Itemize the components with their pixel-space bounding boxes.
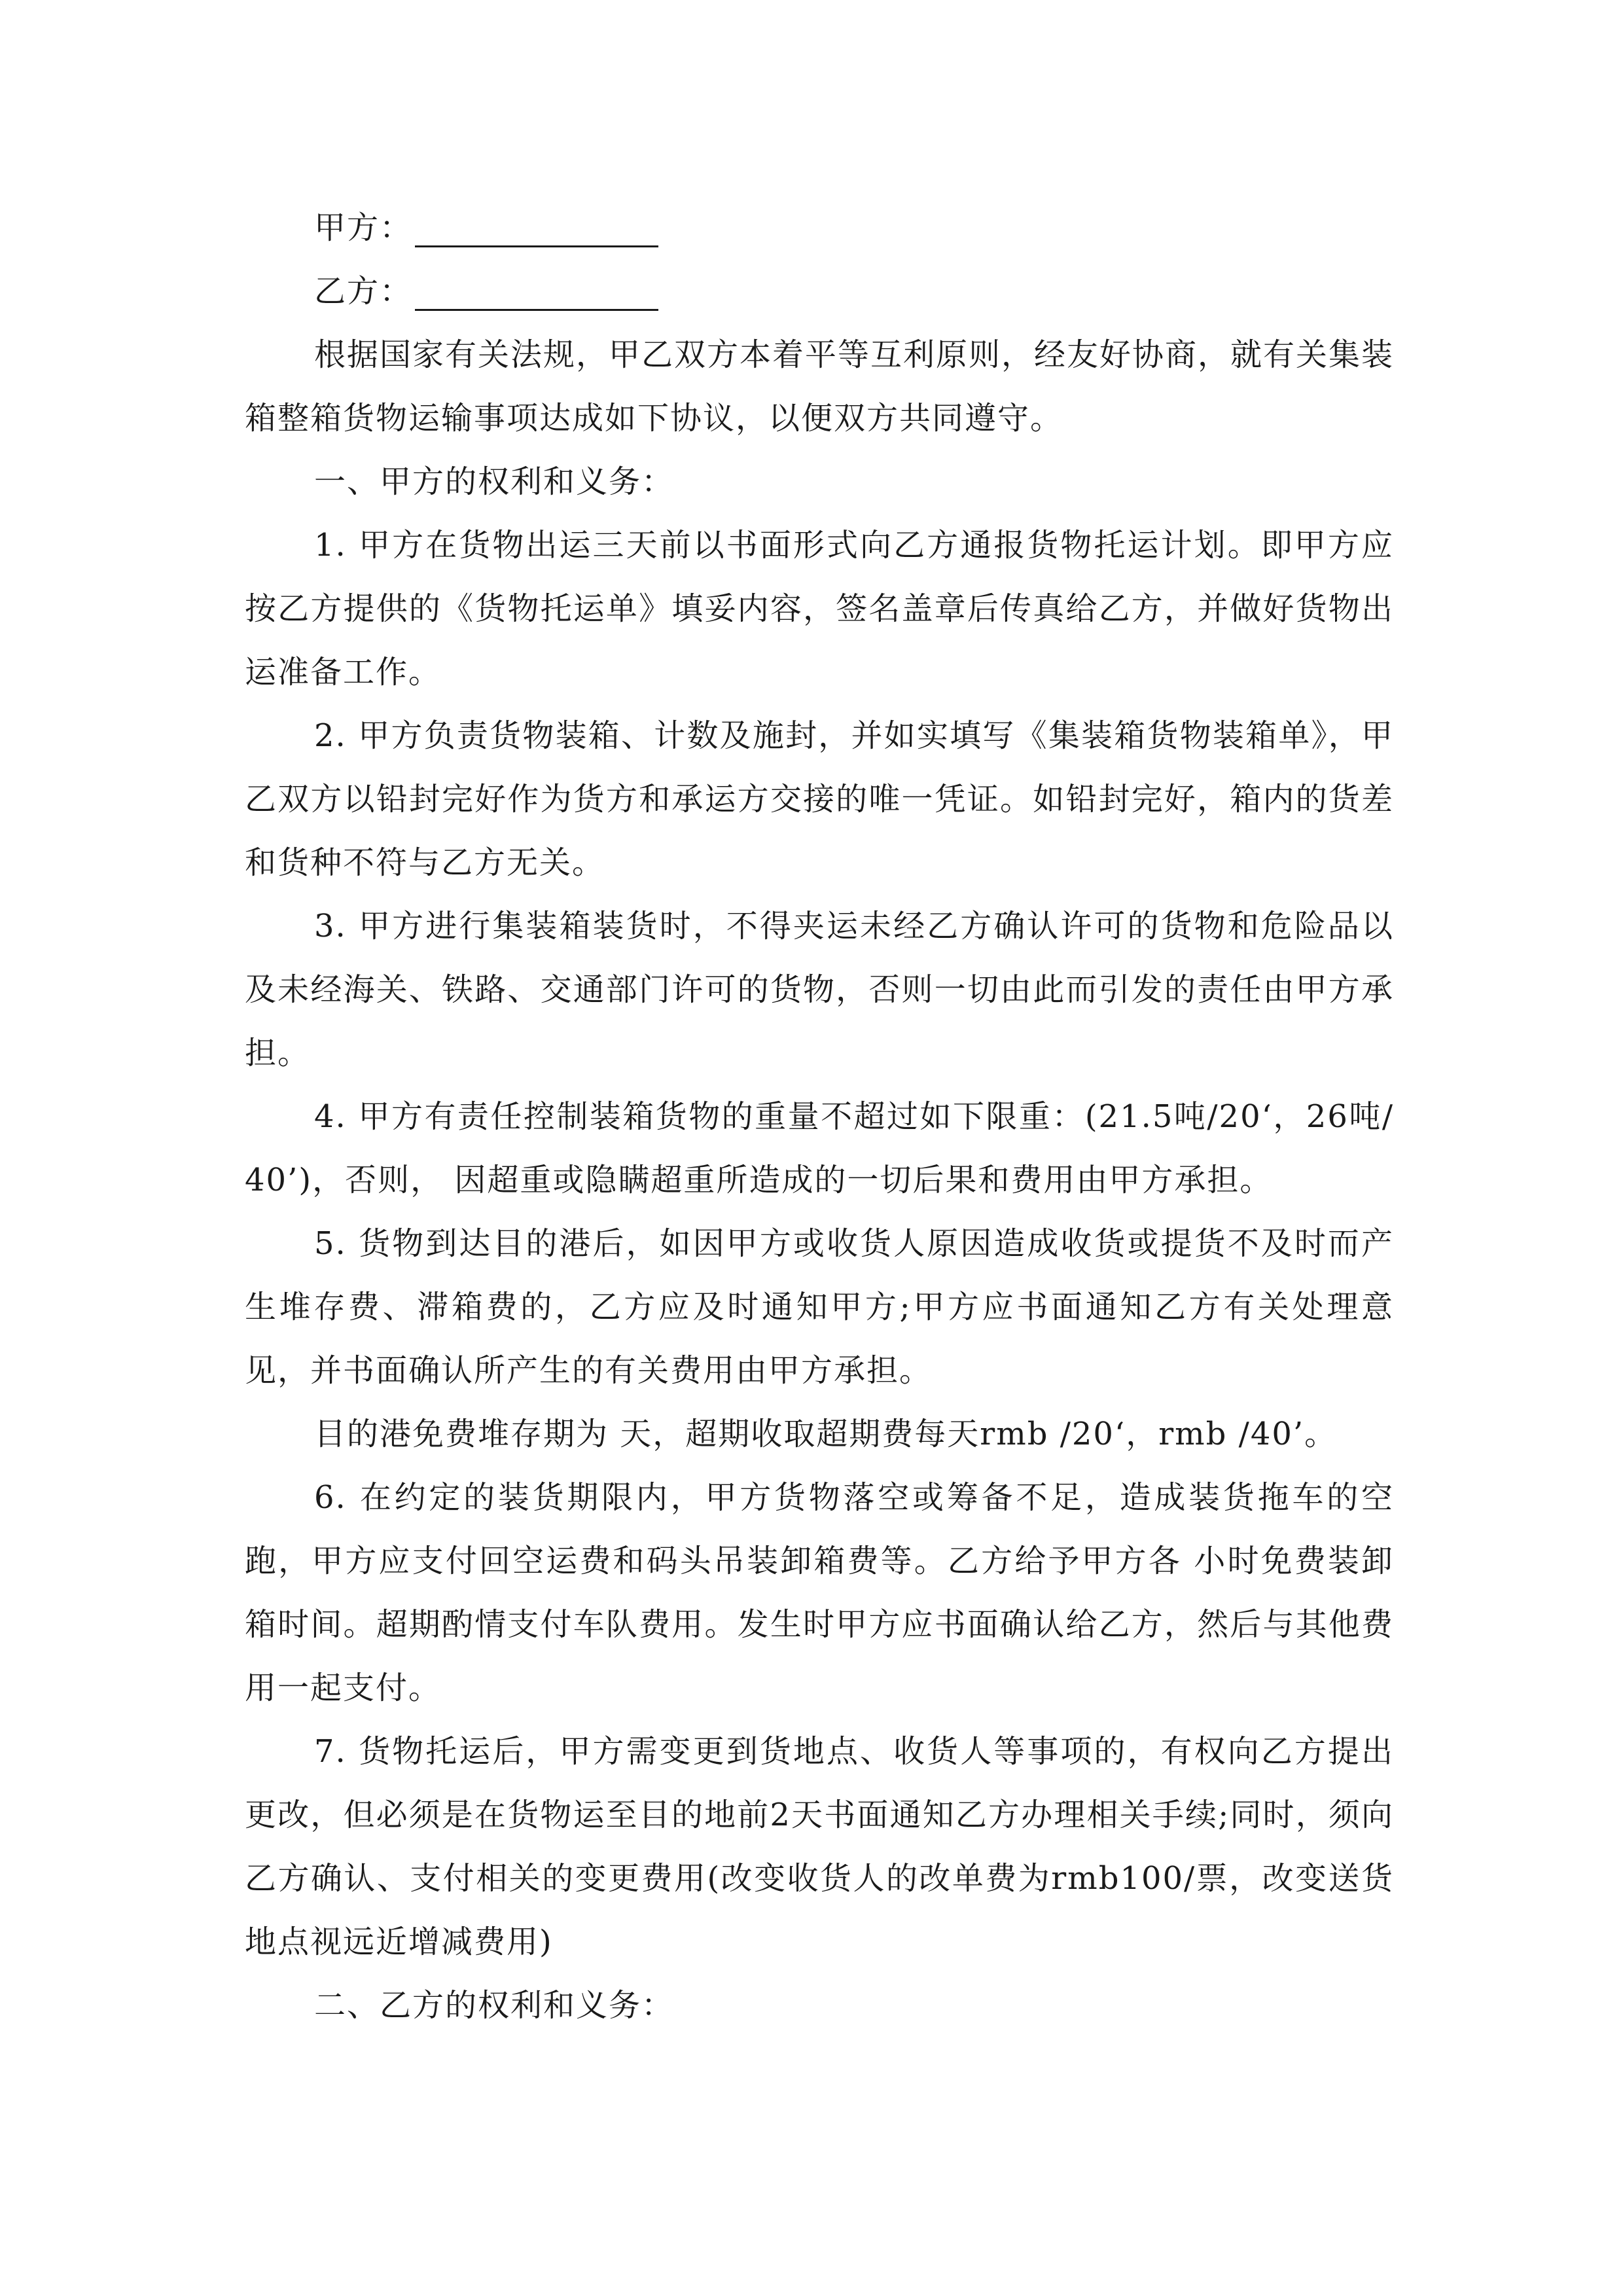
clause-7: 7. 货物托运后，甲方需变更到货地点、收货人等事项的，有权向乙方提出更改，但必须是在货物运至目的地前2天书面通知乙方办理相关手续;同时，须向乙方确认、支付相关的变更费用(改变收货人的改单费为rmb100/票，改变送货地点视远近增减费用) [245,1733,1394,1960]
clause-2: 2. 甲方负责货物装箱、计数及施封，并如实填写《集装箱货物装箱单》，甲乙双方以铅封完好作为货方和承运方交接的唯一凭证。如铅封完好，箱内的货差和货种不符与乙方无关。 [245,717,1394,881]
party-b-line [245,260,1394,323]
party-b-blank [415,276,658,311]
intro-paragraph: 根据国家有关法规，甲乙双方本着平等互利原则，经友好协商，就有关集装箱整箱货物运输事项达成如下协议，以便双方共同遵守。 [245,336,1395,437]
party-b-label: 乙方： [314,273,413,310]
clause-5-storage-note: 目的港免费堆存期为 天，超期收取超期费每天rmb /20‘，rmb /40’。 [314,1416,1338,1452]
clause-5: 5. 货物到达目的港后，如因甲方或收货人原因造成收货或提货不及时而产生堆存费、滞箱费的，乙方应及时通知甲方;甲方应书面通知乙方有关处理意见，并书面确认所产生的有关费用由甲方承担。 [245,1225,1394,1389]
party-a-line [245,196,1394,260]
party-a-blank [415,213,658,247]
section-2-title: 二、乙方的权利和义务： [314,1987,675,2024]
clause-4: 4. 甲方有责任控制装箱货物的重量不超过如下限重：(21.5吨/20‘，26吨/40’)，否则， 因超重或隐瞒超重所造成的一切后果和费用由甲方承担。 [245,1098,1394,1198]
party-a-label: 甲方： [314,209,413,246]
clause-1: 1. 甲方在货物出运三天前以书面形式向乙方通报货物托运计划。即甲方应按乙方提供的《货物托运单》填妥内容，签名盖章后传真给乙方，并做好货物出运准备工作。 [245,527,1394,691]
contract-body [245,196,1394,2037]
clause-3: 3. 甲方进行集装箱装货时，不得夹运未经乙方确认许可的货物和危险品以及未经海关、铁路、交通部门许可的货物，否则一切由此而引发的责任由甲方承担。 [245,908,1394,1071]
clause-6: 6. 在约定的装货期限内，甲方货物落空或筹备不足，造成装货拖车的空跑，甲方应支付回空运费和码头吊装卸箱费等。乙方给予甲方各 小时免费装卸箱时间。超期酌情支付车队费用。发生时甲方应书面确认给乙方，然后与其他费用一起支付。 [245,1479,1394,1706]
section-1-title: 一、甲方的权利和义务： [314,463,675,500]
